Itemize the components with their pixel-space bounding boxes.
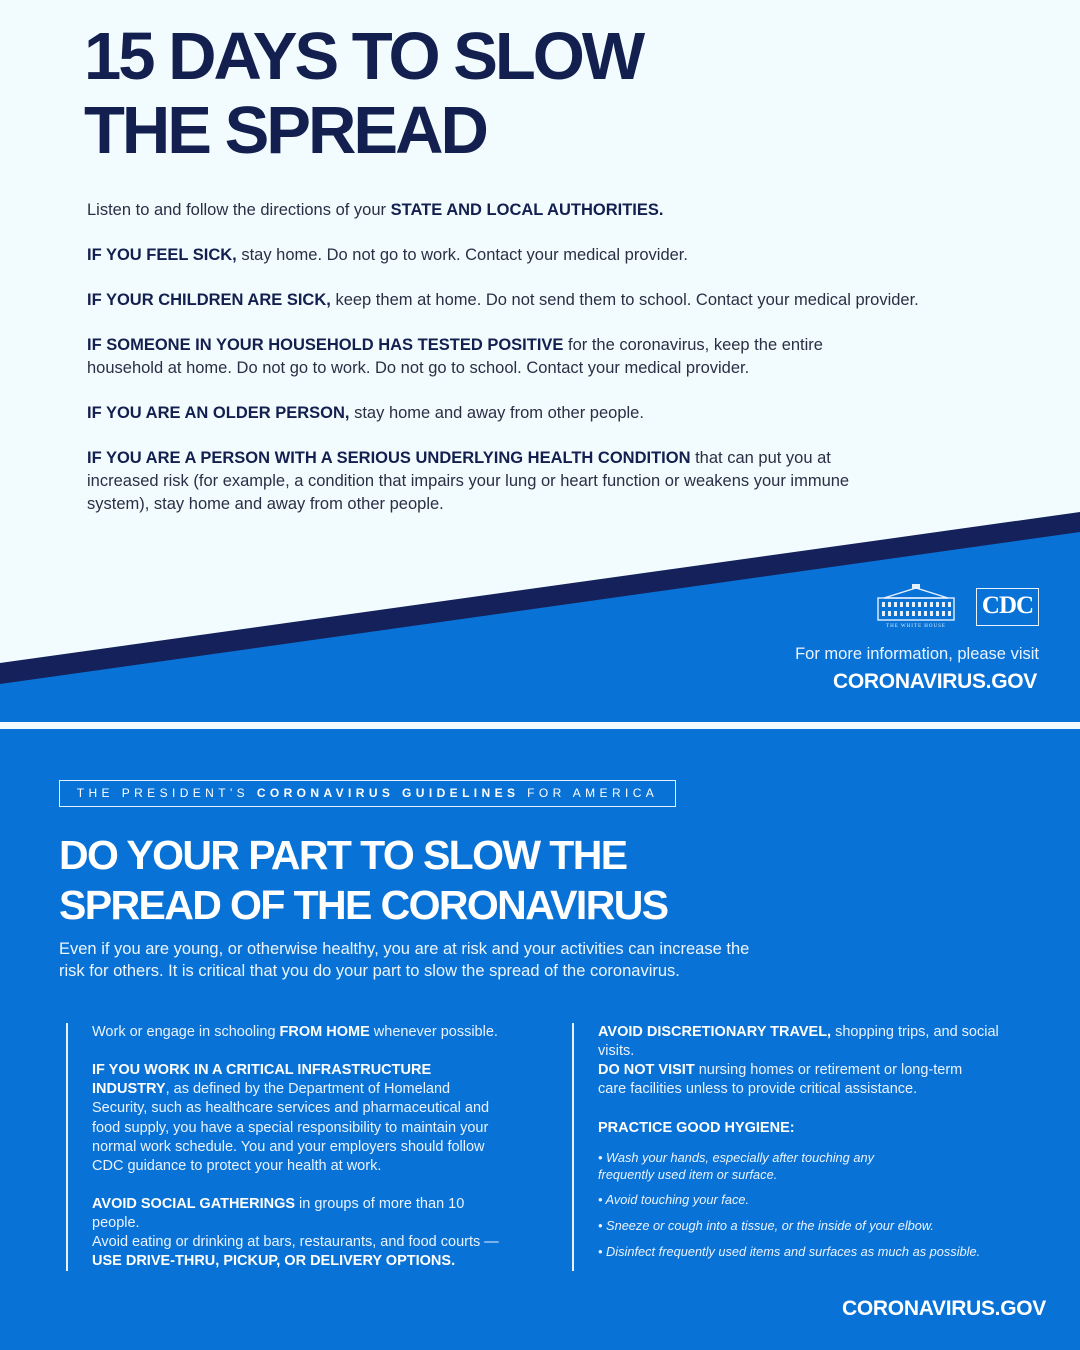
white-house-caption: THE WHITE HOUSE <box>886 624 946 629</box>
directive-feel-sick: IF YOU FEEL SICK, stay home. Do not go to work. Contact your medical provider. <box>87 246 688 264</box>
directive-health-condition: IF YOU ARE A PERSON WITH A SERIOUS UNDERLYING HEALTH CONDITION that can put you at increased risk (for example, a condition that impairs your lung or heart function or weakens your immune system), stay home and away from other people. <box>87 449 850 513</box>
guideline-critical-infrastructure: IF YOU WORK IN A CRITICAL INFRASTRUCTURE INDUSTRY, as defined by the Department of Homeland Security, such as healthcare services and pharmaceutical and food supply, you have a special responsibility to maintain your normal work schedule. You and your employers should follow CDC guidance to protect your health at work. <box>92 1062 490 1175</box>
left-guidelines-column <box>66 1023 516 1271</box>
directive-authorities: Listen to and follow the directions of your STATE AND LOCAL AUTHORITIES. <box>87 201 664 219</box>
hygiene-bullet-face: • Avoid touching your face. <box>598 1192 750 1207</box>
right-guidelines-column <box>572 1023 1042 1271</box>
guideline-discretionary-travel: AVOID DISCRETIONARY TRAVEL, shopping trips, and social visits. <box>598 1024 999 1060</box>
guideline-do-not-visit: DO NOT VISIT nursing homes or retirement or long-term care facilities unless to provide critical assistance. <box>598 1062 963 1098</box>
more-info-text: For more information, please visit <box>795 645 1039 663</box>
directive-household-positive: IF SOMEONE IN YOUR HOUSEHOLD HAS TESTED POSITIVE for the coronavirus, keep the entire household at home. Do not go to work. Do not go to school. Contact your medical provider. <box>87 336 823 377</box>
section-title: DO YOUR PART TO SLOW THE SPREAD OF THE CORONAVIRUS <box>59 832 668 928</box>
section-divider <box>0 722 1080 729</box>
directive-older-person: IF YOU ARE AN OLDER PERSON, stay home and away from other people. <box>87 404 644 422</box>
cdc-logo: CDC <box>976 588 1039 626</box>
bottom-panel <box>0 729 1080 1350</box>
guideline-bars-restaurants: Avoid eating or drinking at bars, restaurants, and food courts — USE DRIVE-THRU, PICKUP, OR DELIVERY OPTIONS. <box>92 1234 499 1270</box>
coronavirus-gov-link[interactable]: CORONAVIRUS.GOV <box>833 670 1037 693</box>
guideline-social-gatherings: AVOID SOCIAL GATHERINGS in groups of more than 10 people. <box>92 1196 465 1232</box>
page-title: 15 DAYS TO SLOW THE SPREAD <box>84 19 643 168</box>
guideline-work-from-home: Work or engage in schooling FROM HOME whenever possible. <box>92 1024 498 1040</box>
hygiene-bullet-wash-hands: • Wash your hands, especially after touching any frequently used item or surface. <box>598 1150 874 1182</box>
hygiene-bullet-disinfect: • Disinfect frequently used items and surfaces as much as possible. <box>598 1244 981 1259</box>
guidelines-banner: THE PRESIDENT'S CORONAVIRUS GUIDELINES FOR AMERICA <box>59 780 676 807</box>
section-intro: Even if you are young, or otherwise healthy, you are at risk and your activities can increase the risk for others. It is critical that you do your part to slow the spread of the coronavirus. <box>59 940 750 980</box>
directive-children-sick: IF YOUR CHILDREN ARE SICK, keep them at home. Do not send them to school. Contact your medical provider. <box>87 291 919 309</box>
footer-coronavirus-gov-link[interactable]: CORONAVIRUS.GOV <box>842 1297 1046 1320</box>
hygiene-bullet-sneeze: • Sneeze or cough into a tissue, or the inside of your elbow. <box>598 1218 934 1233</box>
hygiene-heading: PRACTICE GOOD HYGIENE: <box>598 1120 795 1136</box>
